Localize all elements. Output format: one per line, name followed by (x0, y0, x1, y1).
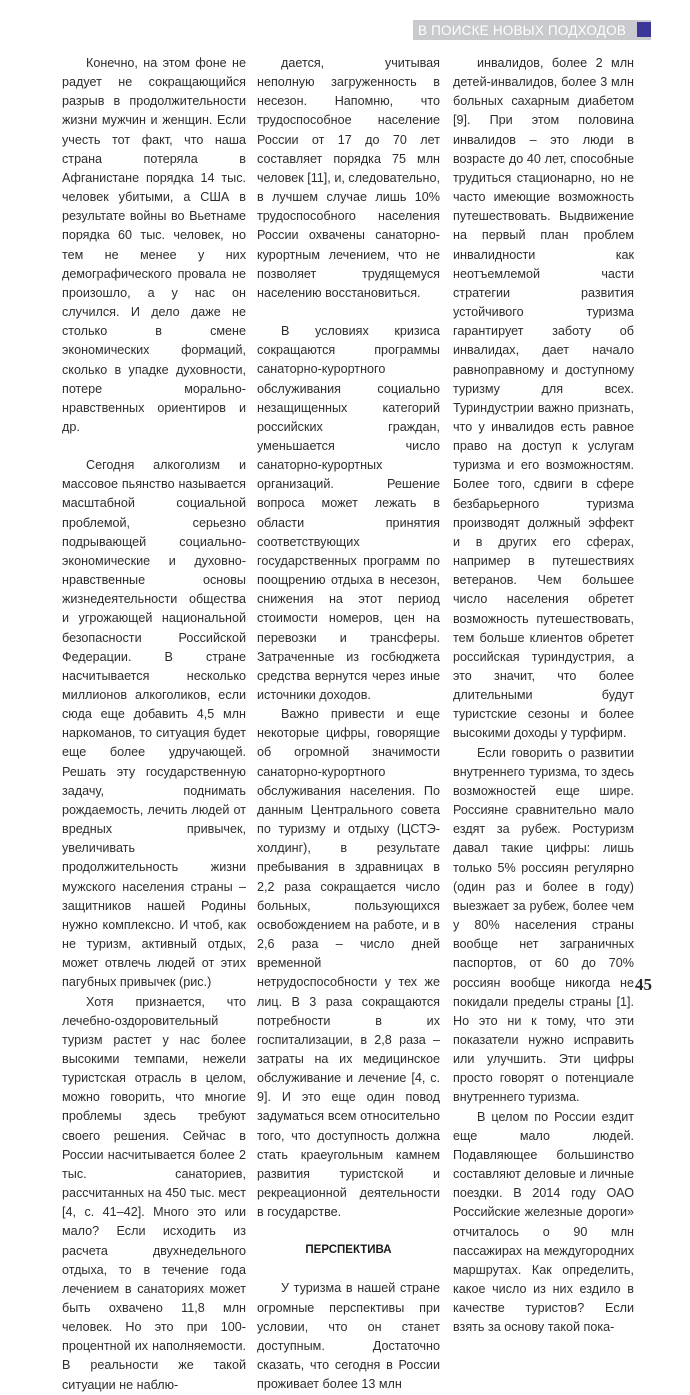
paragraph: Конечно, на этом фоне не радует не сокращающийся разрыв в продолжительности жизни мужчин и женщин. Если учесть тот факт, что наша страна потеряла в Афганистане порядка 14 тыс. человек убитыми, а США в результате войны во Вьетнаме порядка 60 тыс. человек, но тем не менее у них демографического провала не произошло, а у нас он случился. И дело даже не столько в смене экономических формаций, сколько в упадке духовности, потере морально-нравственных ориентиров и др. (62, 56, 246, 434)
section-heading: ПЕРСПЕКТИВА (305, 1244, 392, 1257)
paragraph: дается, учитывая неполную загруженность в несезон. Напомню, что трудоспособное население России от 17 до 70 лет составляет порядка 75 млн человек [11], и, следовательно, в лучшем случае лишь 10% трудоспособного населения России охвачены санаторно-курортным лечением, что не позволяет трудящемуся населению восстановиться. (257, 56, 440, 300)
paragraph: Сегодня алкоголизм и массовое пьянство называется масштабной социальной проблемой, серьезно подрывающей социально-экономические и духовно-нравственные основы жизнедеятельности общества и угрожающей национальной безопасности Российской Федерации. В стране насчитывается несколько миллионов алкоголиков, если сюда еще добавить 4,5 млн наркоманов, то ситуация будет еще более удручающей. Решать эту государственную задачу, поднимать рождаемость, лечить людей от вредных привычек, увеличивать продолжительность жизни мужского населения страны – защитников нашей Родины нужно комплексно. И чтоб, как не туризм, активный отдых, может отвлечь людей от этих пагубных привычек (рис.) (62, 458, 246, 990)
text-column-1 (62, 54, 246, 1395)
paragraph: У туризма в нашей стране огромные перспективы при условии, что он станет доступным. Достаточно сказать, что сегодня в России проживает более 13 млн (257, 1281, 440, 1392)
text-column-2 (257, 54, 440, 1394)
paragraph: Хотя признается, что лечебно-оздоровительный туризм растет у нас более высокими темпами, нежели туристская отрасль в целом, можно говорить, что многие проблемы здесь требуют своего решения. Сейчас в России насчитывается более 2 тыс. санаториев, рассчитанных на 450 тыс. мест [4, с. 41–42]. Много это или мало? Если исходить из расчета двухнедельного отдыха, то в течение года лечением в санаториях может быть охвачено 11,8 млн человек. Но это при 100-процентной их наполняемости. В реальности же такой ситуации не наблю- (62, 994, 246, 1392)
text-column-3 (453, 54, 634, 1337)
paragraph: инвалидов, более 2 млн детей-инвалидов, более 3 млн больных сахарным диабетом [9]. При этом половина инвалидов – это люди в возрасте до 40 лет, способные трудиться стационарно, но не часто имеющие возможность путешествовать. Выдвижение на первый план проблем инвалидности как неотъемлемой части стратегии развития устойчивого туризма гарантирует заботу об инвалидах, дает начало равноправному и доступному туризму для всех. Туриндустрии важно признать, что у инвалидов есть равное право на доступ к услугам туризма и его возможностям. Более того, сдвиги в сфере безбарьерного туризма производят должный эффект и в других его сферах, например в путешествиях ветеранов. Чем большее число населения обретет возможность путешествовать, тем больше клиентов обретет российская туриндустрия, а это значит, что более длительными будут туристские сезоны и более высокими доходы у турфирм. (453, 56, 634, 741)
paragraph: Важно привести и еще некоторые цифры, говорящие об огромной значимости санаторно-курортного обслуживания населения. По данным Центрального совета по туризму и отдыху (ЦСТЭ-холдинг), в результате пребывания в здравницах в 2,2 раза сокращается число больных, пользующихся освобождением на работе, и в 2,6 раза – число дней временной нетрудоспособности у тех же лиц. В 3 раза сокращаются потребности в их госпитализации, в 2,8 раза – затраты на их медицинское обслуживание и лечение [4, с. 9]. И это еще один повод задуматься всем относительно того, что доступность должна стать краеугольным камнем развития туристской и рекреационной деятельности в государстве. (257, 707, 440, 1220)
paragraph: В целом по России ездит еще мало людей. Подавляющее большинство составляют деловые и личные поездки. В 2014 году ОАО Российские железные дороги» отчиталось о 90 млн пассажирах на междугородних маршрутах. Как определить, какое число из них ездило в качестве туристов? Если взять за основу такой пока- (453, 1109, 634, 1335)
section-header-title: В ПОИСКЕ НОВЫХ ПОДХОДОВ (418, 23, 627, 38)
paragraph: Если говорить о развитии внутреннего туризма, то здесь возможностей еще шире. Россияне сравнительно мало ездят за рубеж. Ростуризм давал такие цифры: лишь только 5% россиян регулярно (один раз и более в году) выезжает за рубеж, более чем у 80% населения страны вообще нет заграничных паспортов, от 60 до 70% россиян вообще никогда не покидали пределы страны [1]. Но это ни к тому, что эти показатели нужно исправить или улучшить. Эти цифры просто говорят о потенциале внутреннего туризма. (453, 745, 634, 1105)
page-number: 45 (635, 975, 652, 994)
paragraph: В условиях кризиса сокращаются программы санаторно-курортного обслуживания социально незащищенных категорий российских граждан, уменьшается число санаторно-курортных организаций. Решение вопроса может лежать в области принятия соответствующих государственных программ по поощрению отдыха в несезон, снижения на этот период стоимости номеров, цен на перевозки и трансферы. Затраченные из госбюджета средства вернутся через иные источники доходов. (257, 324, 440, 702)
section-header-accent-square (637, 22, 651, 37)
